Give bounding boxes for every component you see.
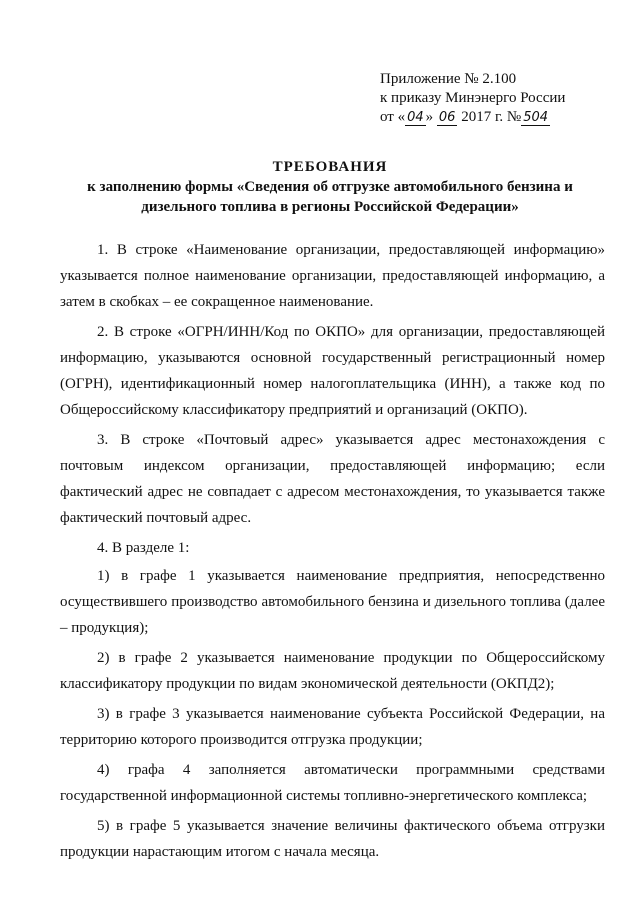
list-item-5: 5) в графе 5 указывается значение величины фактического объема отгрузки продукции нарастающим итогом с начала месяца. — [60, 818, 605, 860]
paragraph-3: 3. В строке «Почтовый адрес» указывается адрес местонахождения с почтовым индексом организации, предоставляющей информацию; если фактический адрес не совпадает с адресом местонахождения, то указывается также фактический почтовый адрес. — [60, 432, 605, 526]
date-prefix: от « — [380, 109, 406, 125]
paragraph-4: 4. В разделе 1: — [97, 540, 190, 556]
document-body — [60, 237, 605, 869]
paragraph-1: 1. В строке «Наименование организации, предоставляющей информацию» указывается полное наименование организации, предоставляющей информацию, а затем в скобках – ее сокращенное наименование. — [60, 242, 605, 310]
title-heading: ТРЕБОВАНИЯ — [272, 159, 388, 175]
paragraph-2: 2. В строке «ОГРН/ИНН/Код по ОКПО» для организации, предоставляющей информацию, указываются основной государственный регистрационный номер (ОГРН), идентификационный номер налогоплательщика (ИНН), а также код по Общероссийскому классификатору предприятий и организаций (ОКПО). — [60, 324, 605, 418]
list-item-3: 3) в графе 3 указывается наименование субъекта Российской Федерации, на территорию которого производится отгрузка продукции; — [60, 706, 605, 748]
order-reference: к приказу Минэнерго России — [380, 90, 566, 106]
appendix-number: Приложение № 2.100 — [380, 71, 517, 87]
title-line-3: дизельного топлива в регионы Российской Федерации» — [141, 199, 519, 215]
title-line-2: к заполнению формы «Сведения об отгрузке автомобильного бензина и — [87, 179, 573, 195]
appendix-header — [380, 70, 620, 127]
date-mid: » — [425, 109, 434, 125]
order-date-line — [380, 108, 620, 127]
order-year: 2017 — [461, 109, 492, 125]
document-title — [60, 157, 600, 217]
year-suffix: г. № — [491, 109, 522, 125]
list-item-2: 2) в графе 2 указывается наименование продукции по Общероссийскому классификатору продукции по видам экономической деятельности (ОКПД2); — [60, 650, 605, 692]
list-item-1: 1) в графе 1 указывается наименование предприятия, непосредственно осуществившего производство автомобильного бензина и дизельного топлива (далее – продукция); — [60, 568, 605, 636]
handwritten-day: 04 — [407, 110, 424, 125]
handwritten-month: 06 — [438, 110, 456, 125]
handwritten-order-number: 504 — [523, 110, 549, 125]
list-item-4: 4) графа 4 заполняется автоматически программными средствами государственной информационной системы топливно-энергетического комплекса; — [60, 762, 605, 804]
